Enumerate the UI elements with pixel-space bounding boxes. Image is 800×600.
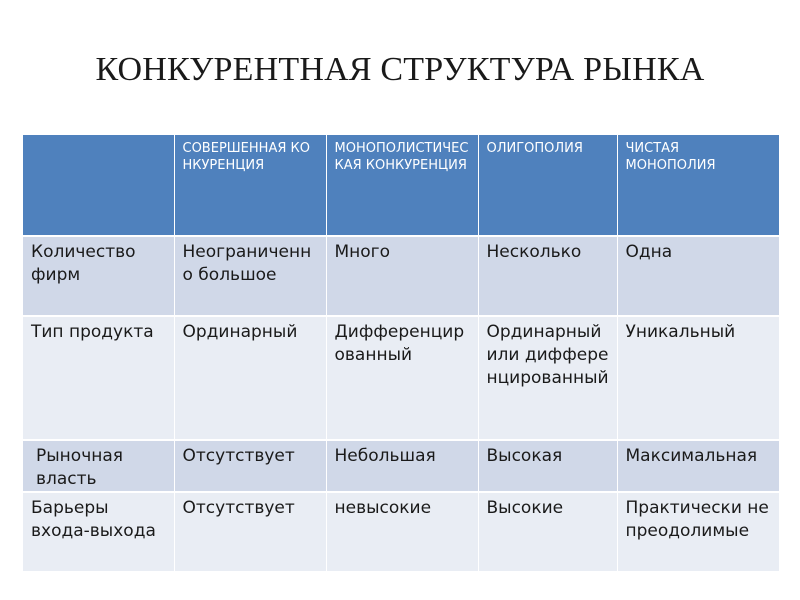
table-cell: Практически непреодолимые: [617, 492, 779, 571]
table-cell: Отсутствует: [174, 492, 326, 571]
table-cell: невысокие: [326, 492, 478, 571]
table-cell: Высокие: [478, 492, 617, 571]
header-corner-cell: [23, 135, 174, 236]
table-header-row: [23, 135, 779, 236]
table-cell: Ординарный: [174, 316, 326, 440]
table-cell: Много: [326, 236, 478, 316]
market-structure-table: [23, 135, 780, 571]
table-row: [23, 236, 779, 316]
table-cell: Одна: [617, 236, 779, 316]
row-label-product-type: Тип продукта: [23, 316, 174, 440]
table-row: [23, 440, 779, 492]
table-cell: Несколько: [478, 236, 617, 316]
table-row: [23, 316, 779, 440]
table-cell: Высокая: [478, 440, 617, 492]
table-cell: Уникальный: [617, 316, 779, 440]
table-cell: Дифференцированный: [326, 316, 478, 440]
header-pure-monopoly: ЧИСТАЯ МОНОПОЛИЯ: [617, 135, 779, 236]
slide-title: КОНКУРЕНТНАЯ СТРУКТУРА РЫНКА: [95, 51, 705, 88]
table-cell: Неограниченно большое: [174, 236, 326, 316]
header-oligopoly: ОЛИГОПОЛИЯ: [478, 135, 617, 236]
row-label-firm-count: Количество фирм: [23, 236, 174, 316]
table-cell: Небольшая: [326, 440, 478, 492]
table-cell: Максимальная: [617, 440, 779, 492]
row-label-entry-barriers: Барьеры входа-выхода: [23, 492, 174, 571]
table-cell: Отсутствует: [174, 440, 326, 492]
table-row: [23, 492, 779, 571]
table-cell: Ординарный или дифференцированный: [478, 316, 617, 440]
header-perfect-competition: СОВЕРШЕННАЯ КОНКУРЕНЦИЯ: [174, 135, 326, 236]
row-label-market-power: Рыночная власть: [23, 440, 174, 492]
header-monopolistic-competition: МОНОПОЛИСТИЧЕСКАЯ КОНКУРЕНЦИЯ: [326, 135, 478, 236]
